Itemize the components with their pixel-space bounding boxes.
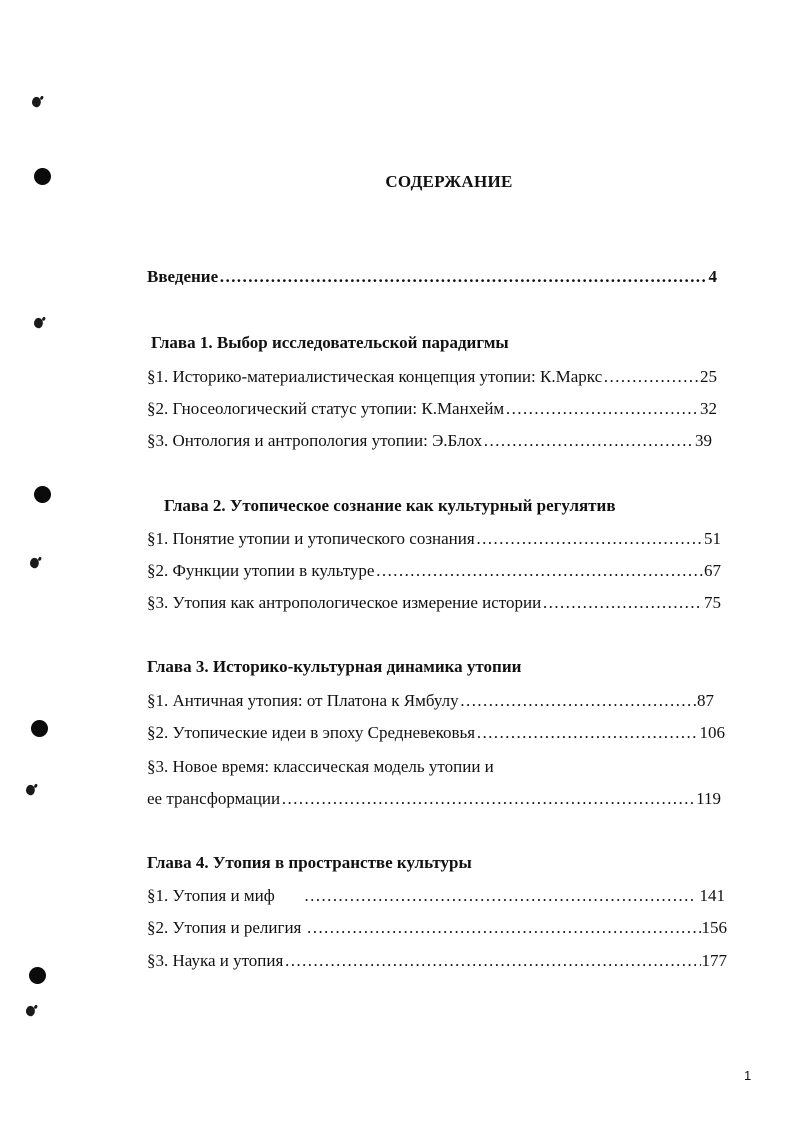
toc-label: §2. Утопические идеи в эпоху Средневековья [147, 723, 476, 742]
toc-leader [281, 788, 695, 810]
toc-page: 67 [704, 561, 721, 580]
toc-label: §1. Историко-материалистическая концепция утопии: К.Маркс [147, 367, 603, 386]
toc-label: §1. Утопия и миф [147, 886, 275, 905]
toc-section [147, 366, 717, 388]
toc-label: §1. Понятие утопии и утопического сознания [147, 529, 475, 548]
toc-page: 141 [699, 886, 725, 905]
binder-hole [31, 720, 48, 737]
binder-hole [29, 967, 46, 984]
toc-label: §3. Утопия как антропологическое измерение истории [147, 593, 542, 612]
toc-section [147, 885, 725, 907]
toc-leader [284, 950, 700, 972]
toc-section [147, 917, 727, 939]
toc-page: 106 [699, 723, 725, 742]
page-title: СОДЕРЖАНИЕ [385, 172, 513, 191]
toc-page: 177 [701, 951, 727, 970]
toc-label: §2. Гносеологический статус утопии: К.Манхейм [147, 399, 505, 418]
toc-page: 51 [704, 529, 721, 548]
toc-section [147, 690, 714, 712]
toc-leader [306, 917, 700, 939]
scan-speck [28, 557, 40, 570]
toc-introduction [147, 266, 717, 288]
toc-page: 87 [697, 691, 714, 710]
toc-section [147, 722, 725, 744]
toc-leader [219, 266, 707, 288]
toc-leader [375, 560, 703, 582]
toc-page: 119 [696, 789, 721, 808]
toc-page: 75 [704, 593, 721, 612]
page-number: 1 [744, 1068, 752, 1083]
binder-hole [34, 486, 51, 503]
chapter-heading: Глава 3. Историко-культурная динамика утопии [147, 657, 522, 676]
scan-speck [24, 1005, 36, 1018]
toc-label: ее трансформации [147, 789, 281, 808]
toc-page: 39 [695, 431, 712, 450]
toc-page: 32 [700, 399, 717, 418]
toc-leader [476, 528, 703, 550]
chapter-heading: Глава 2. Утопическое сознание как культурный регулятив [164, 496, 616, 515]
toc-label: §3. Онтология и антропология утопии: Э.Блох [147, 431, 483, 450]
scan-speck [32, 317, 44, 330]
toc-label: §2. Утопия и религия [147, 918, 302, 937]
toc-leader [603, 366, 699, 388]
toc-section [147, 560, 721, 582]
scan-speck [30, 96, 42, 109]
toc-leader [304, 885, 695, 907]
toc-leader [505, 398, 699, 420]
toc-leader [476, 722, 698, 744]
chapter-heading: Глава 1. Выбор исследовательской парадигмы [151, 333, 509, 352]
toc-section [147, 592, 721, 614]
toc-leader [483, 430, 694, 452]
toc-page: 4 [708, 267, 717, 286]
toc-leader [542, 592, 703, 614]
toc-label: §1. Античная утопия: от Платона к Ямбулу [147, 691, 459, 710]
toc-label: Введение [147, 267, 219, 286]
toc-section [147, 950, 727, 972]
toc-section [147, 528, 721, 550]
toc-section [147, 430, 712, 452]
toc-page: 25 [700, 367, 717, 386]
toc-page: 156 [701, 918, 727, 937]
toc-section-label: §3. Новое время: классическая модель утопии и [147, 757, 494, 776]
scan-speck [24, 784, 36, 797]
toc-section-continuation [147, 788, 721, 810]
toc-label: §2. Функции утопии в культуре [147, 561, 375, 580]
chapter-heading: Глава 4. Утопия в пространстве культуры [147, 853, 472, 872]
toc-section [147, 398, 717, 420]
toc-leader [460, 690, 696, 712]
toc-label: §3. Наука и утопия [147, 951, 284, 970]
